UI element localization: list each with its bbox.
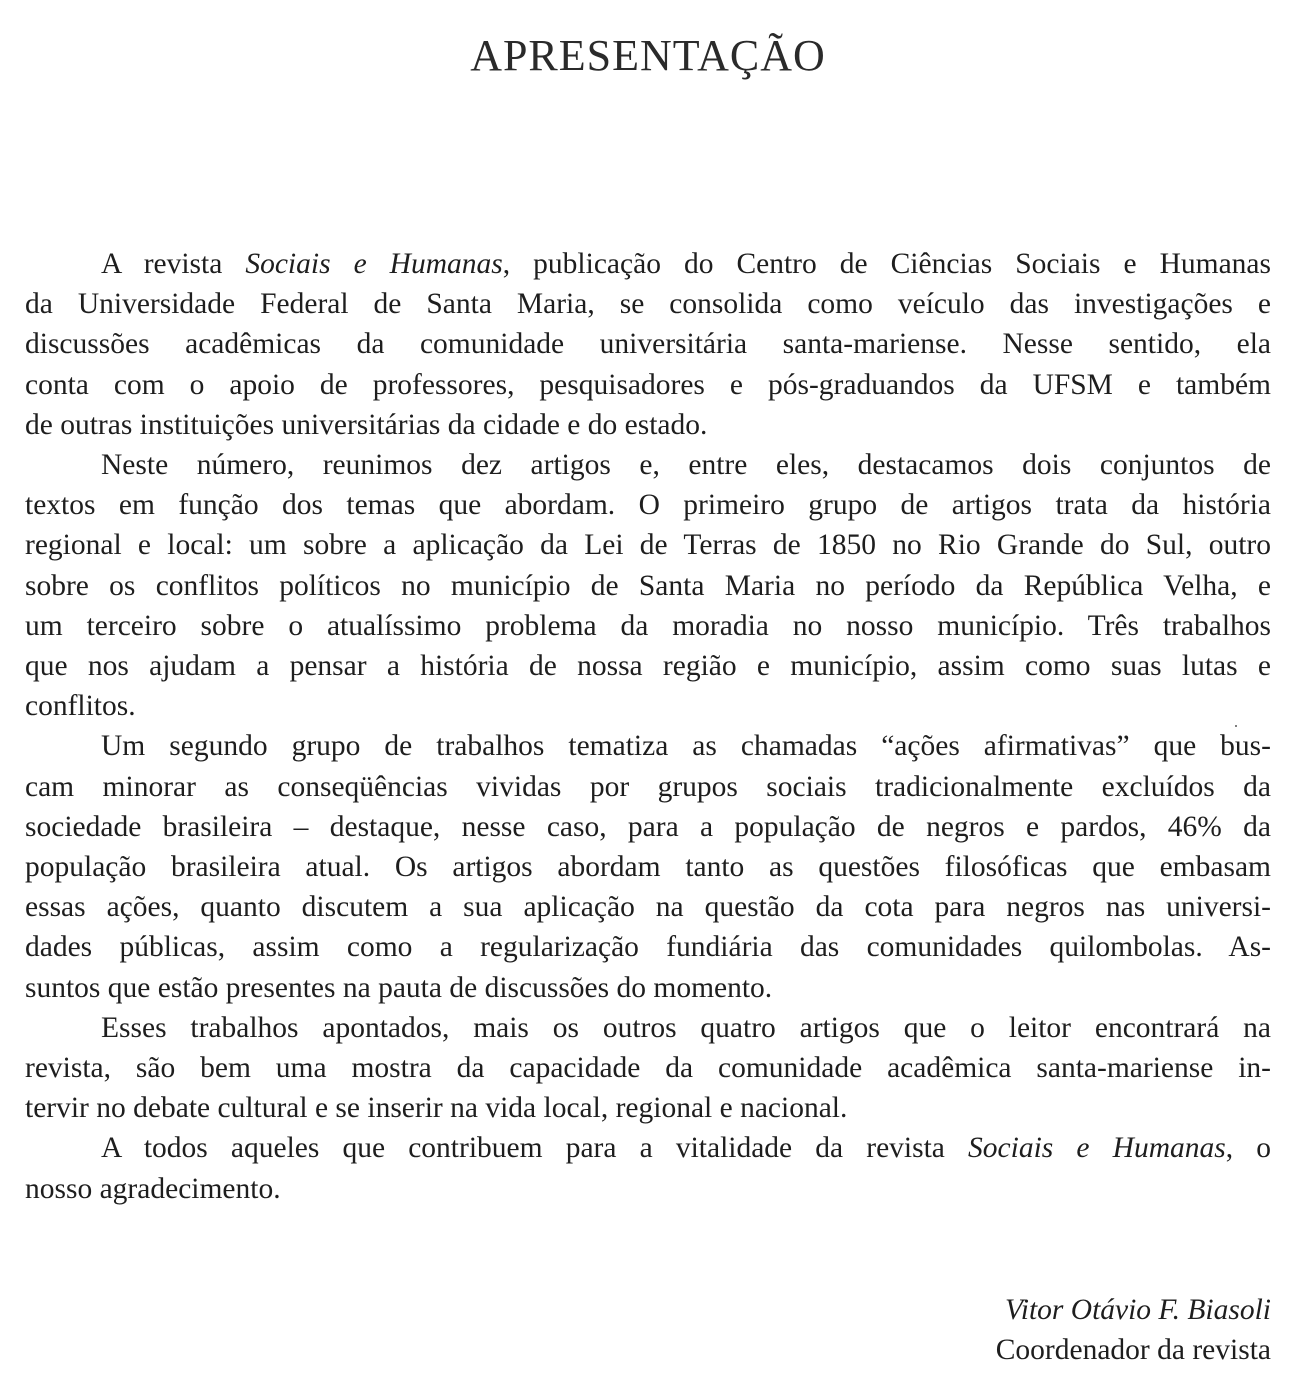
journal-title-italic: Sociais e Humanas: [245, 248, 503, 280]
paragraph: [25, 1128, 1271, 1208]
signature-role: Coordenador da revista: [995, 1334, 1271, 1366]
text-line: A revista Sociais e Humanas, publicação do Centro de Ciências Sociais e Humanas: [101, 248, 1271, 280]
text-line: que nos ajudam a pensar a história de nossa região e município, assim como suas lutas e: [25, 650, 1271, 683]
text-line: Esses trabalhos apontados, mais os outros quatro artigos que o leitor encontrará na: [101, 1011, 1271, 1044]
text-line: cam minorar as conseqüências vividas por grupos sociais tradicionalmente excluídos da: [25, 770, 1271, 803]
text-line: conflitos.: [25, 690, 136, 723]
journal-title-italic: Sociais e Humanas: [968, 1132, 1226, 1165]
text-line: regional e local: um sobre a aplicação da Lei de Terras de 1850 no Rio Grande do Sul, outro: [25, 529, 1271, 562]
body-text: [25, 244, 1271, 1209]
text-line: população brasileira atual. Os artigos abordam tanto as questões filosóficas que embasam: [25, 851, 1271, 884]
paragraph: [25, 1008, 1271, 1129]
text-line: essas ações, quanto discutem a sua aplicação na questão da cota para negros nas universi-: [25, 891, 1271, 924]
paragraph: [25, 445, 1271, 726]
text-line: discussões acadêmicas da comunidade universitária santa-mariense. Nesse sentido, ela: [25, 328, 1271, 361]
text-line: sociedade brasileira – destaque, nesse caso, para a população de negros e pardos, 46% da: [25, 810, 1271, 843]
scan-speck: [1235, 725, 1237, 727]
text-line: Neste número, reunimos dez artigos e, entre eles, destacamos dois conjuntos de: [101, 449, 1271, 482]
signature-block: [996, 1290, 1271, 1370]
text-line: da Universidade Federal de Santa Maria, se consolida como veículo das investigações e: [25, 288, 1271, 321]
text-line: um terceiro sobre o atualíssimo problema da moradia no nosso município. Três trabalhos: [25, 609, 1271, 642]
text-line: dades públicas, assim como a regularização fundiária das comunidades quilombolas. As-: [25, 931, 1271, 964]
text-line: conta com o apoio de professores, pesquisadores e pós-graduandos da UFSM e também: [25, 368, 1271, 401]
text-line: nosso agradecimento.: [25, 1172, 281, 1205]
text-line: Um segundo grupo de trabalhos tematiza as chamadas “ações afirmativas” que bus-: [101, 730, 1271, 763]
text-line: revista, são bem uma mostra da capacidade da comunidade acadêmica santa-mariense in-: [25, 1052, 1271, 1085]
text-line: sobre os conflitos políticos no município de Santa Maria no período da República Velha, e: [25, 569, 1271, 602]
signature-name: Vitor Otávio F. Biasoli: [1004, 1294, 1271, 1326]
paragraph: [25, 726, 1271, 1007]
page-title: APRESENTAÇÃO: [470, 31, 826, 80]
text-line: suntos que estão presentes na pauta de discussões do momento.: [25, 971, 773, 1004]
text-line: A todos aqueles que contribuem para a vitalidade da revista Sociais e Humanas, o: [101, 1132, 1271, 1165]
text-line: tervir no debate cultural e se inserir na vida local, regional e nacional.: [25, 1092, 848, 1125]
text-line: textos em função dos temas que abordam. O primeiro grupo de artigos trata da história: [25, 489, 1271, 522]
text-line: de outras instituições universitárias da cidade e do estado.: [25, 408, 708, 441]
paragraph: [25, 244, 1271, 445]
